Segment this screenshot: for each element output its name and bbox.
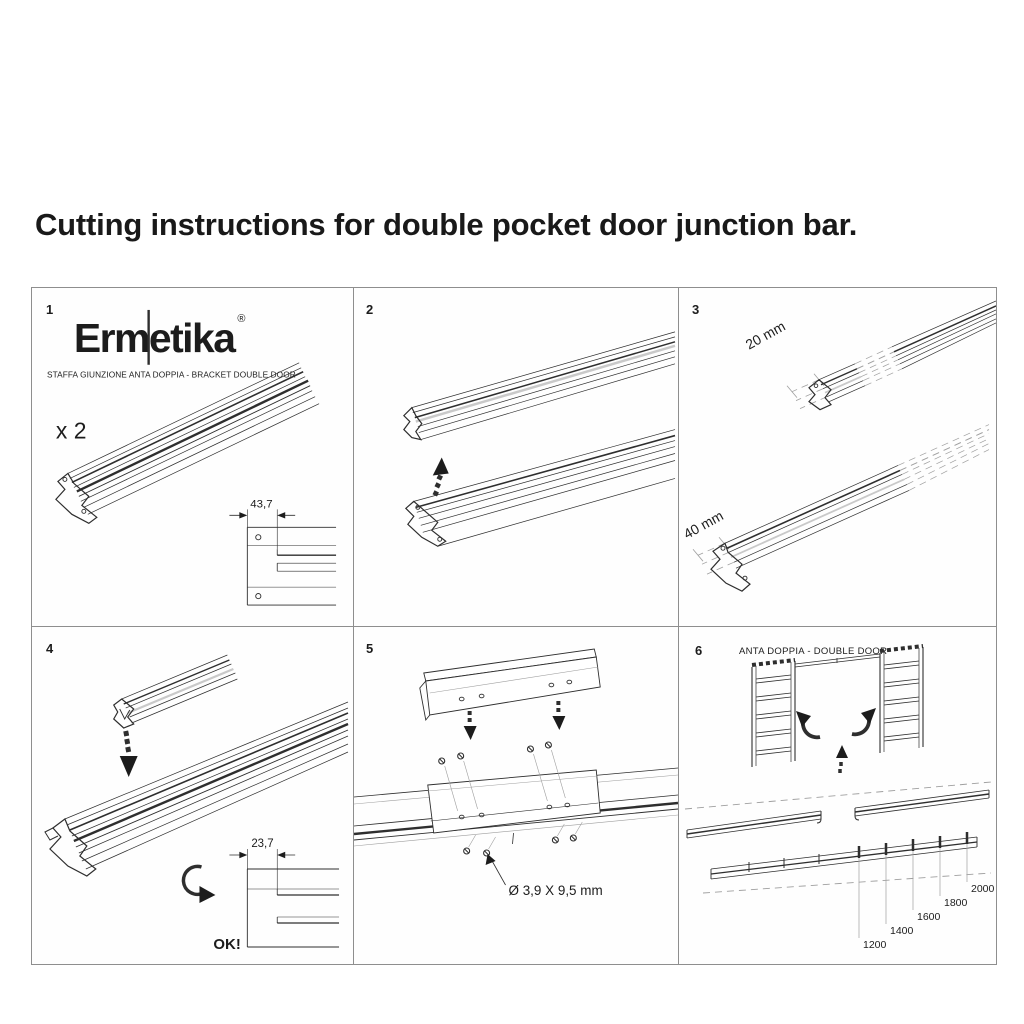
rotate-arrow <box>183 866 215 903</box>
junction-bracket <box>420 649 600 720</box>
screw-spec-label: Ø 3,9 X 9,5 mm <box>508 882 603 899</box>
ok-label: OK! <box>213 935 241 954</box>
panel-4-insert-profile <box>32 627 354 964</box>
instruction-sheet <box>31 287 997 965</box>
panel-2-drawing <box>354 288 678 626</box>
guide-line-lower <box>703 873 991 893</box>
panel-6-double-door-layout <box>679 627 996 964</box>
panel-5-drawing <box>354 627 678 964</box>
panel-3-number: 3 <box>692 301 700 317</box>
place-down-arrow-left <box>464 711 477 740</box>
panel-1-number: 1 <box>45 301 54 317</box>
panel-2-insert-rails <box>354 288 679 627</box>
slide-arrow-right <box>852 708 876 734</box>
registered-mark: ® <box>237 312 246 325</box>
right-junction-bar <box>855 790 989 820</box>
profile-side-view-detail <box>247 527 336 605</box>
right-pocket-frame <box>880 646 923 753</box>
ermetika-logo <box>74 310 246 365</box>
junction-bar-isometric <box>45 702 348 876</box>
panel-4-drawing <box>32 627 353 964</box>
length-label-1400: 1400 <box>890 925 914 937</box>
slide-arrow-left <box>796 711 820 737</box>
insert-down-arrow <box>120 731 138 777</box>
panel-2-number: 2 <box>365 301 374 317</box>
length-callouts <box>859 844 995 951</box>
ermetika-logo-text: Ermetika <box>73 314 235 361</box>
length-label-1200: 1200 <box>863 939 887 951</box>
dimension-23-7 <box>229 838 295 889</box>
dimension-43-7 <box>229 498 295 549</box>
left-junction-bar <box>687 811 821 838</box>
quantity-label: x 2 <box>55 417 87 444</box>
panel-3-drawing <box>679 288 996 626</box>
length-label-1800: 1800 <box>944 897 968 909</box>
dim-23-7-label: 23,7 <box>251 837 274 851</box>
top-rail-cut-20mm <box>743 301 996 410</box>
panel-6-drawing <box>679 627 996 964</box>
panel-5-number: 5 <box>365 640 374 657</box>
junction-up-arrow <box>836 745 848 773</box>
cut-length-bar <box>711 832 977 879</box>
panel-5-bracket-screws <box>354 627 679 964</box>
junction-bar-isometric <box>56 363 319 524</box>
screw-spec-callout <box>486 854 603 898</box>
left-pocket-frame <box>752 660 795 767</box>
panel-3-cut-lengths <box>679 288 996 627</box>
place-down-arrow-right <box>552 701 565 730</box>
panel-6-number: 6 <box>695 643 703 658</box>
cut-20mm-label: 20 mm <box>742 317 788 353</box>
lower-rail <box>406 430 675 547</box>
length-label-1600: 1600 <box>917 911 941 923</box>
bottom-rail-cut-40mm <box>681 425 989 592</box>
page-title: Cutting instructions for double pocket door junction bar. <box>35 207 858 242</box>
bracket-mounted-on-joint <box>428 770 600 844</box>
panel-1-drawing <box>32 288 353 626</box>
profile-side-view-detail <box>247 869 339 947</box>
cut-40mm-label: 40 mm <box>680 507 726 542</box>
panel-1-part-overview <box>32 288 354 627</box>
dim-43-7-label: 43,7 <box>250 498 273 511</box>
upper-rail <box>404 332 675 440</box>
small-channel-profile <box>114 655 238 728</box>
panel-1-subtitle: STAFFA GIUNZIONE ANTA DOPPIA - BRACKET DOUBLE DOOR <box>46 370 296 380</box>
panel-4-number: 4 <box>45 640 54 657</box>
insert-up-arrow <box>433 457 449 495</box>
panel-6-heading: ANTA DOPPIA - DOUBLE DOOR <box>739 646 888 657</box>
length-label-2000: 2000 <box>971 883 995 895</box>
